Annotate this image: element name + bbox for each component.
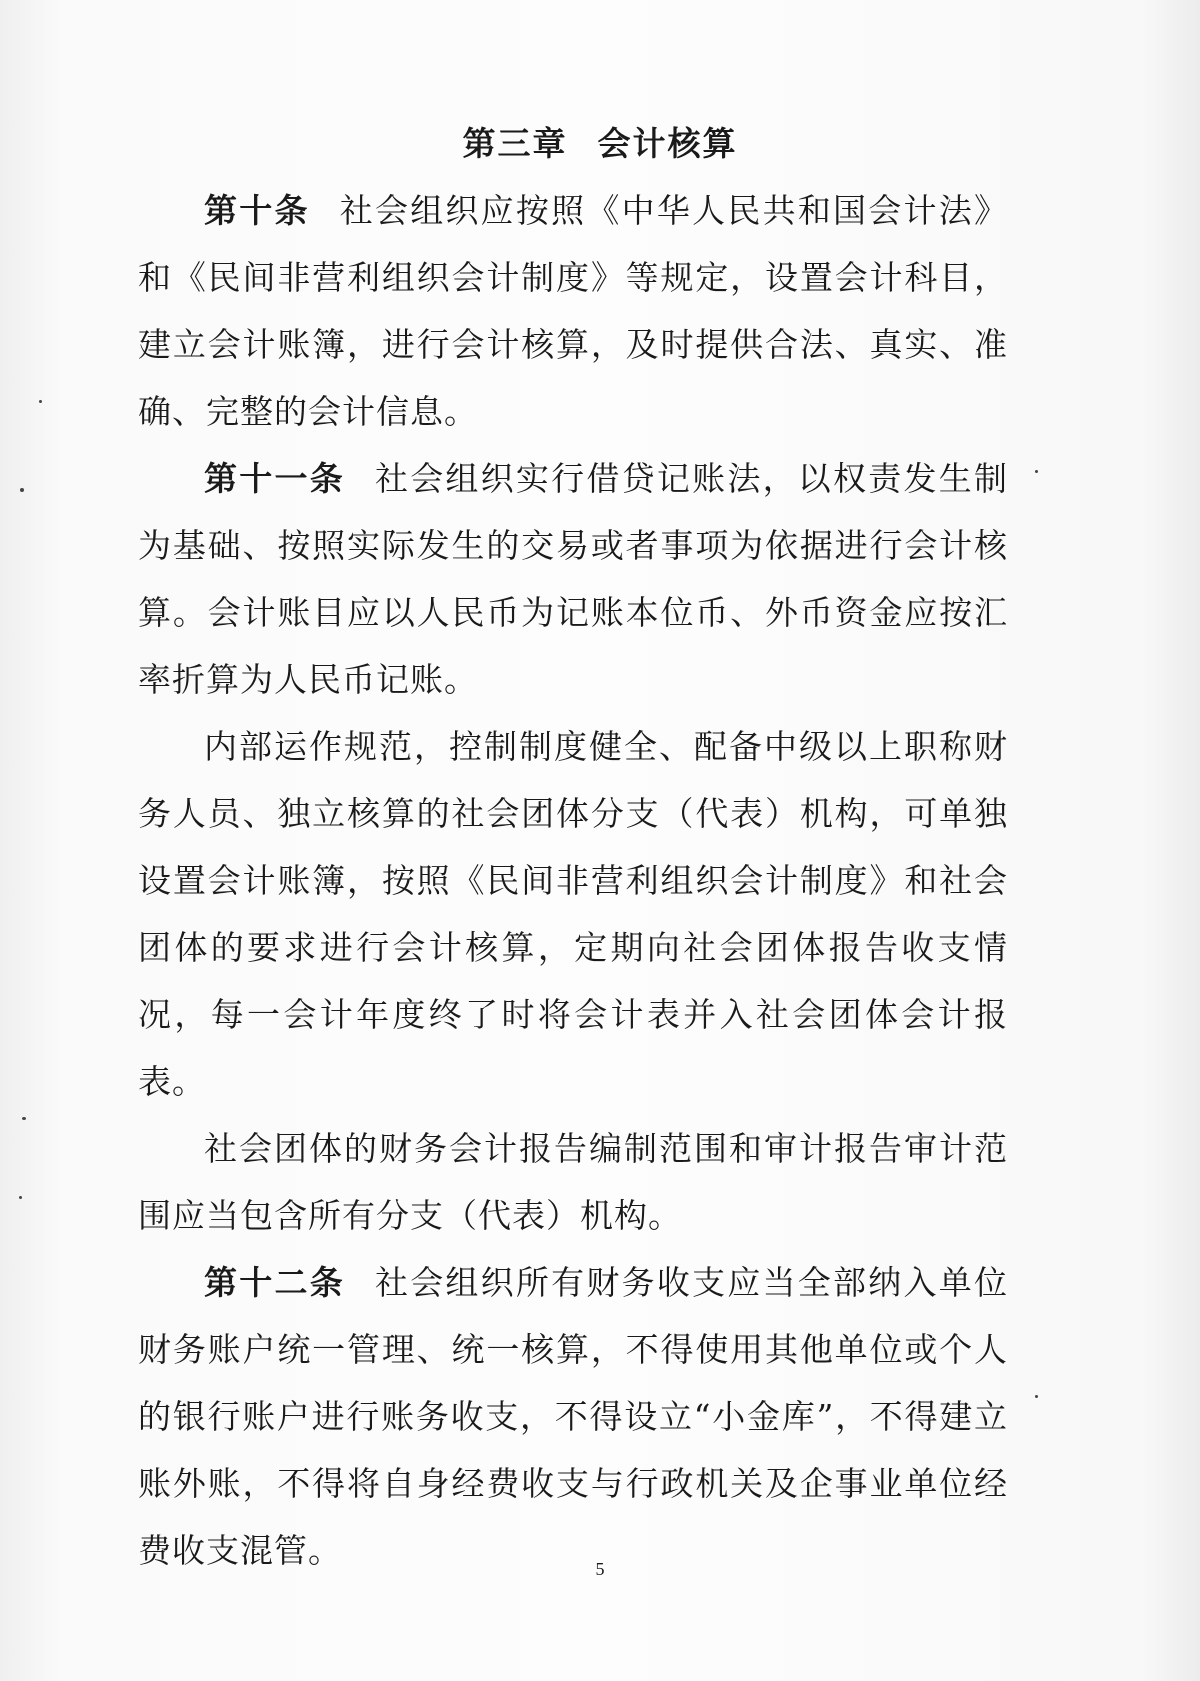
scan-speck [20,488,24,492]
document-body [138,177,1008,1584]
article-number: 第十一条 [204,459,345,498]
article-10-paragraph [138,177,1008,445]
scan-speck [19,1196,22,1199]
scan-speck [39,400,42,403]
paragraph-text: 内部运作规范，控制制度健全、配备中级以上职称财务人员、独立核算的社会团体分支（代表）机构，可单独设置会计账簿，按照《民间非营利组织会计制度》和社会团体的要求进行会计核算，定期向社会团体报告收支情况，每一会计年度终了时将会计表并入社会团体会计报表。 [138,727,1008,1101]
article-12-paragraph [138,1249,1008,1584]
scan-speck [1035,470,1038,473]
article-11-paragraph [138,445,1008,713]
article-text: 社会组织所有财务收支应当全部纳入单位财务账户统一管理、统一核算，不得使用其他单位或个人的银行账户进行账务收支，不得设立“小金库”，不得建立账外账，不得将自身经费收支与行政机关及企事业单位经费收支混管。 [138,1263,1009,1570]
scan-speck [22,1117,26,1120]
article-number: 第十条 [204,191,310,230]
scan-speck [1035,1395,1038,1398]
article-11-branch-paragraph [138,713,1008,1115]
article-11-scope-paragraph [138,1115,1008,1249]
page-number: 5 [595,1559,605,1579]
article-text: 社会组织实行借贷记账法，以权责发生制为基础、按照实际发生的交易或者事项为依据进行会计核算。会计账目应以人民币为记账本位币、外币资金应按汇率折算为人民币记账。 [138,459,1009,699]
article-text: 社会组织应按照《中华人民共和国会计法》和《民间非营利组织会计制度》等规定，设置会计科目，建立会计账簿，进行会计核算，及时提供合法、真实、准确、完整的会计信息。 [138,191,1009,431]
chapter-heading [0,118,1200,165]
paragraph-text: 社会团体的财务会计报告编制范围和审计报告审计范围应当包含所有分支（代表）机构。 [138,1129,1008,1235]
chapter-number: 第三章 [462,124,568,163]
chapter-title: 会计核算 [597,124,738,163]
article-number: 第十二条 [204,1263,345,1302]
